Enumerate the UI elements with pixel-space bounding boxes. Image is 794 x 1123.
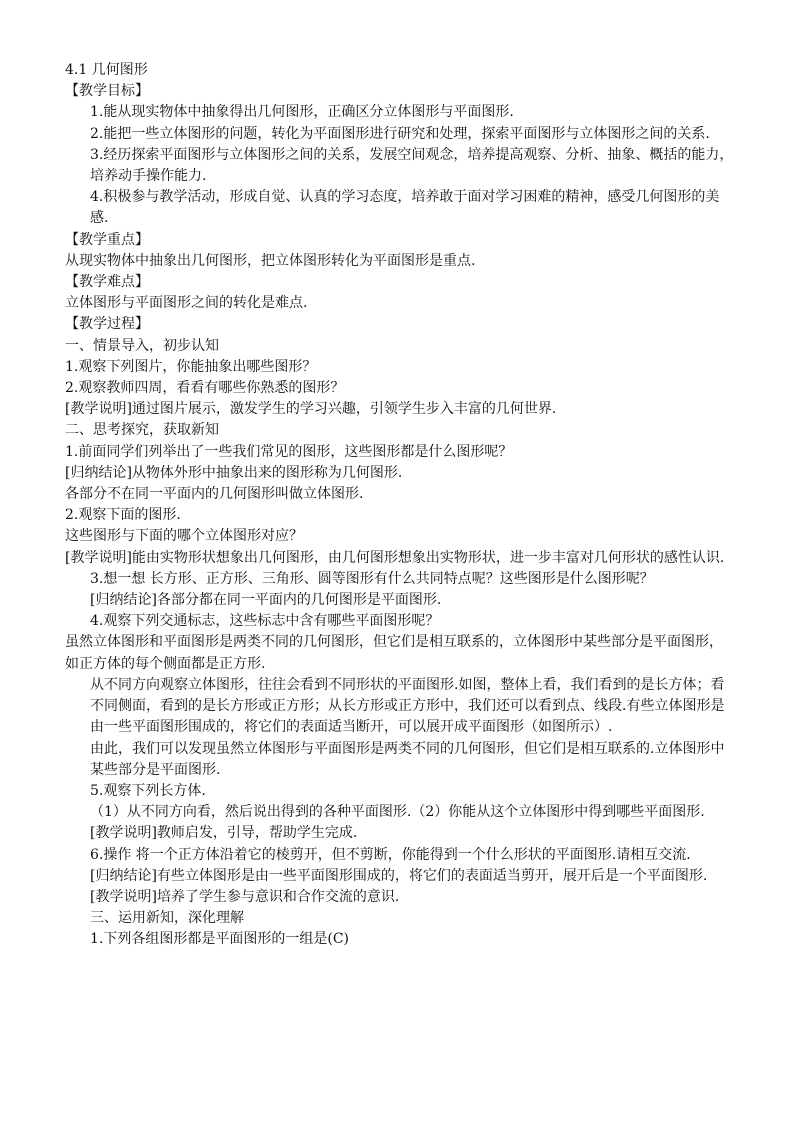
paragraph: [教学说明]能由实物形状想象出几何图形，由几何图形想象出实物形状，进一步丰富对几何形状的感性认识. (65, 549, 725, 566)
document-body (65, 60, 735, 951)
paragraph: [教学说明]培养了学生参与意识和合作交流的意识. (90, 888, 400, 905)
paragraph: 1.能从现实物体中抽象得出几何图形，正确区分立体图形与平面图形. (90, 104, 514, 121)
paragraph: 2.能把一些立体图形的问题，转化为平面图形进行研究和处理，探索平面图形与立体图形之间的关系. (90, 125, 710, 142)
paragraph: 立体图形与平面图形之间的转化是难点. (65, 295, 308, 312)
heading-objectives: 【教学目标】 (65, 83, 149, 100)
paragraph: 4.积极参与教学活动，形成自觉、认真的学习态度，培养敢于面对学习困难的精神，感受几何图形的美感. (90, 189, 720, 227)
paragraph: [教学说明]通过图片展示，激发学生的学习兴趣，引领学生步入丰富的几何世界. (65, 401, 557, 418)
section-title: 4.1 几何图形 (65, 62, 148, 78)
paragraph: （1）从不同方向看，然后说出得到的各种平面图形.（2）你能从这个立体图形中得到哪些平面图形. (90, 804, 705, 821)
heading-key-points: 【教学重点】 (65, 231, 149, 248)
paragraph: 1.观察下列图片，你能抽象出哪些图形？ (65, 358, 317, 375)
paragraph: 1.前面同学们列举出了一些我们常见的图形，这些图形都是什么图形呢？ (65, 443, 513, 460)
paragraph: 虽然立体图形和平面图形是两类不同的几何图形，但它们是相互联系的，立体图形中某些部分是平面图形，如正方体的每个侧面都是正方形. (65, 634, 723, 672)
paragraph: 3.想一想 长方形、正方形、三角形、圆等图形有什么共同特点呢？这些图形是什么图形呢？ (90, 570, 654, 587)
paragraph: 这些图形与下面的哪个立体图形对应？ (65, 528, 303, 545)
paragraph: 由此，我们可以发现虽然立体图形与平面图形是两类不同的几何图形，但它们是相互联系的.立体图形中某些部分是平面图形. (90, 740, 725, 778)
paragraph: 从现实物体中抽象出几何图形，把立体图形转化为平面图形是重点. (65, 252, 476, 269)
paragraph: [归纳结论]各部分都在同一平面内的几何图形是平面图形. (90, 592, 442, 609)
paragraph: 6.操作 将一个正方体沿着它的棱剪开，但不剪断，你能得到一个什么形状的平面图形.请相互交流. (90, 846, 691, 863)
paragraph: 5.观察下列长方体. (90, 782, 206, 799)
paragraph: 4.观察下列交通标志，这些标志中含有哪些平面图形呢？ (90, 613, 440, 630)
heading-process: 【教学过程】 (65, 316, 149, 333)
paragraph: 各部分不在同一平面内的几何图形叫做立体图形. (65, 486, 364, 503)
heading-difficulties: 【教学难点】 (65, 274, 149, 291)
paragraph: 2.观察教师四周，看看有哪些你熟悉的图形？ (65, 380, 345, 397)
paragraph: [归纳结论]有些立体图形是由一些平面图形围成的，将它们的表面适当剪开，展开后是一个平面图形. (90, 867, 708, 884)
paragraph: [教学说明]教师启发，引导，帮助学生完成. (90, 825, 358, 842)
paragraph: [归纳结论]从物体外形中抽象出来的图形称为几何图形. (65, 464, 403, 481)
subheading: 三、运用新知，深化理解 (90, 910, 244, 927)
subheading: 二、思考探究，获取新知 (65, 422, 219, 439)
paragraph: 1.下列各组图形都是平面图形的一组是(C) (90, 931, 349, 948)
paragraph: 2.观察下面的图形. (65, 507, 181, 524)
paragraph: 3.经历探索平面图形与立体图形之间的关系，发展空间观念，培养提高观察、分析、抽象、概括的能力，培养动手操作能力. (90, 146, 734, 185)
subheading: 一、情景导入，初步认知 (65, 337, 219, 354)
paragraph: 从不同方向观察立体图形，往往会看到不同形状的平面图形.如图，整体上看，我们看到的是长方体；看不同侧面，看到的是长方形或正方形；从长方形或正方形中，我们还可以看到点、线段.有些立体图形是由一些平面图形围成的，将它们的表面适当断开，可以展开成平面图形（如图所示）. (90, 676, 725, 736)
